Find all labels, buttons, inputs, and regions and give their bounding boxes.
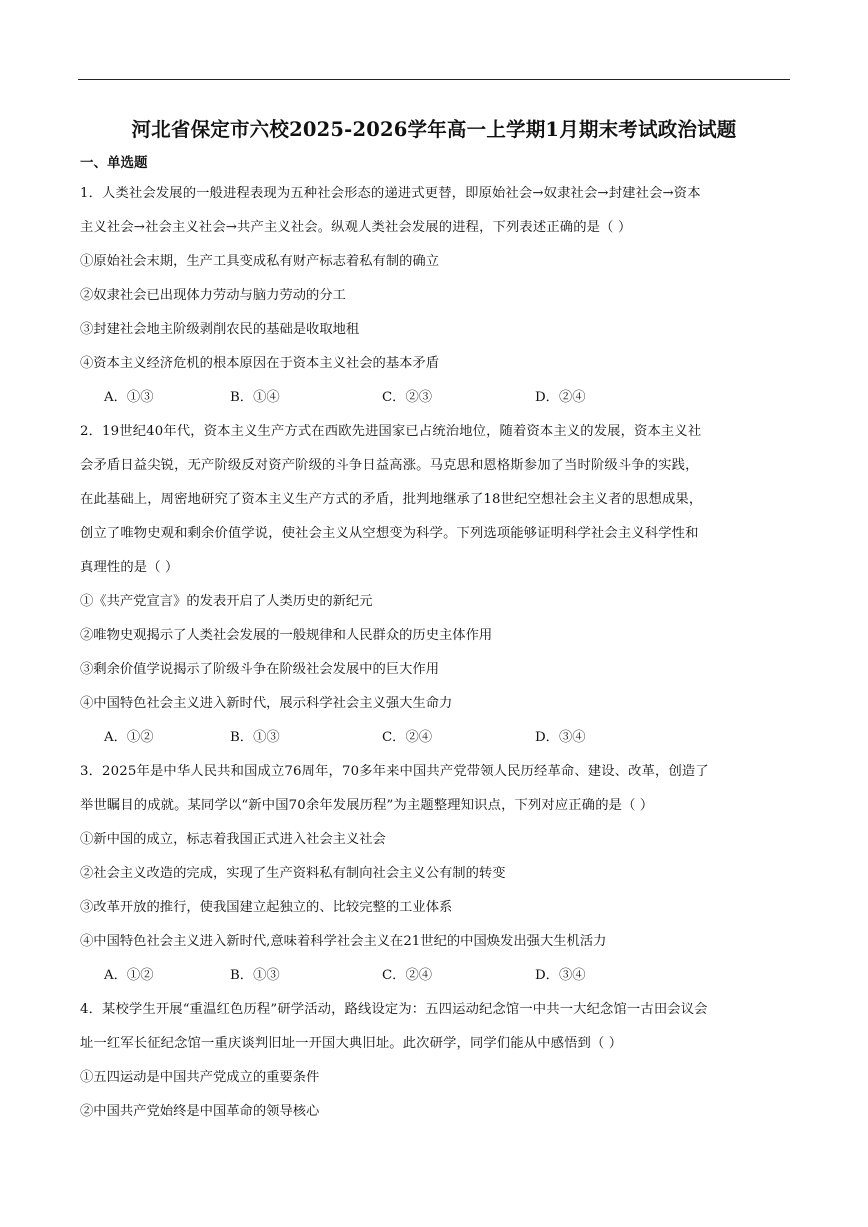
question-1 xyxy=(80,177,792,415)
statement: ③封建社会地主阶级剥削农民的基础是收取地租 xyxy=(80,322,360,337)
statement: ②奴隶社会已出现体力劳动与脑力劳动的分工 xyxy=(80,288,346,303)
option-c[interactable]: C．②④ xyxy=(382,968,433,983)
question-stem-line: 主义社会→社会主义社会→共产主义社会。纵观人类社会发展的进程，下列表述正确的是（ ） xyxy=(80,220,632,235)
question-stem-line: 会矛盾日益尖锐，无产阶级反对资产阶级的斗争日益高涨。马克思和恩格斯参加了当时阶级斗争的实践， xyxy=(80,458,699,473)
document-title: 河北省保定市六校2025-2026学年高一上学期1月期末考试政治试题 xyxy=(131,118,737,141)
question-stem-line: 4．某校学生开展“重温红色历程”研学活动，路线设定为：五四运动纪念馆一中共一大纪念馆一古田会议会 xyxy=(80,1002,708,1017)
option-a[interactable]: A．①② xyxy=(104,730,154,745)
option-a[interactable]: A．①② xyxy=(104,968,154,983)
option-d[interactable]: D．③④ xyxy=(535,730,586,745)
question-stem-line: 2．19世纪40年代，资本主义生产方式在西欧先进国家已占统治地位，随着资本主义的发展，资本主义社 xyxy=(80,424,702,439)
option-b[interactable]: B．①③ xyxy=(230,968,280,983)
option-a[interactable]: A．①③ xyxy=(104,390,154,405)
answer-options xyxy=(80,721,792,755)
header-rule xyxy=(78,79,790,80)
statement: ①原始社会末期，生产工具变成私有财产标志着私有制的确立 xyxy=(80,254,440,269)
section-heading: 一、单选题 xyxy=(80,155,148,171)
statement: ④中国特色社会主义进入新时代，展示科学社会主义强大生命力 xyxy=(80,696,453,711)
statement: ②中国共产党始终是中国革命的领导核心 xyxy=(80,1104,320,1119)
option-c[interactable]: C．②③ xyxy=(382,390,433,405)
question-4 xyxy=(80,993,792,1129)
option-b[interactable]: B．①③ xyxy=(230,730,280,745)
question-stem-line: 1．人类社会发展的一般进程表现为五种社会形态的递进式更替，即原始社会→奴隶社会→封建社会→资本 xyxy=(80,186,701,201)
question-stem-line: 创立了唯物史观和剩余价值学说，使社会主义从空想变为科学。下列选项能够证明科学社会主义科学性和 xyxy=(80,526,699,541)
statement: ④中国特色社会主义进入新时代,意味着科学社会主义在21世纪的中国焕发出强大生机活力 xyxy=(80,934,607,949)
statement: ④资本主义经济危机的根本原因在于资本主义社会的基本矛盾 xyxy=(80,356,440,371)
statement: ③改革开放的推行，使我国建立起独立的、比较完整的工业体系 xyxy=(80,900,453,915)
answer-options xyxy=(80,381,792,415)
option-c[interactable]: C．②④ xyxy=(382,730,433,745)
question-stem-line: 3．2025年是中华人民共和国成立76周年，70多年来中国共产党带领人民历经革命、建设、改革，创造了 xyxy=(80,764,709,779)
question-3 xyxy=(80,755,792,993)
option-b[interactable]: B．①④ xyxy=(230,390,280,405)
statement: ②社会主义改造的完成，实现了生产资料私有制向社会主义公有制的转变 xyxy=(80,866,506,881)
option-d[interactable]: D．②④ xyxy=(535,390,586,405)
question-2 xyxy=(80,415,792,755)
exam-content xyxy=(80,152,792,1129)
statement: ①新中国的成立，标志着我国正式进入社会主义社会 xyxy=(80,832,386,847)
statement: ①《共产党宣言》的发表开启了人类历史的新纪元 xyxy=(80,594,373,609)
answer-options xyxy=(80,959,792,993)
option-d[interactable]: D．③④ xyxy=(535,968,586,983)
question-stem-line: 举世瞩目的成就。某同学以“新中国70余年发展历程”为主题整理知识点，下列对应正确的是（ ） xyxy=(80,798,654,813)
statement: ①五四运动是中国共产党成立的重要条件 xyxy=(80,1070,320,1085)
question-stem-line: 址一红军长征纪念馆一重庆谈判旧址一开国大典旧址。此次研学，同学们能从中感悟到（ ） xyxy=(80,1036,623,1051)
question-stem-line: 真理性的是（ ） xyxy=(80,560,179,575)
statement: ③剩余价值学说揭示了阶级斗争在阶级社会发展中的巨大作用 xyxy=(80,662,440,677)
statement: ②唯物史观揭示了人类社会发展的一般规律和人民群众的历史主体作用 xyxy=(80,628,493,643)
question-stem-line: 在此基础上，周密地研究了资本主义生产方式的矛盾，批判地继承了18世纪空想社会主义者的思想成果， xyxy=(80,492,703,507)
